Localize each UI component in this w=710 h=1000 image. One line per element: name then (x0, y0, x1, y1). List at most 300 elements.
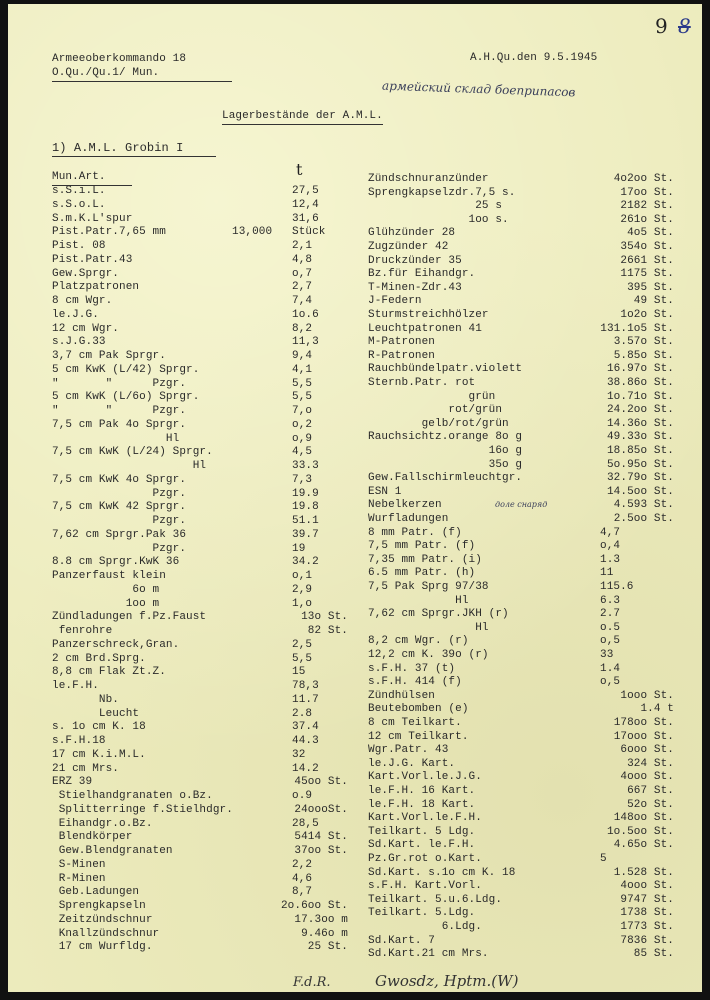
item-quantity: 18.85o St. (606, 445, 674, 457)
item-name: le.F.H. 16 Kart. (368, 785, 476, 797)
item-quantity: 33 (600, 649, 614, 661)
item-quantity: 354o St. (620, 241, 674, 253)
unit-heading: t (296, 160, 303, 179)
item-name: le.J.G. Kart. (368, 757, 456, 770)
item-quantity: 14.36o St. (606, 417, 674, 430)
item-quantity: o,9 (292, 432, 313, 445)
item-name: 7,62 cm Sprgr.JKH (r) (368, 608, 509, 621)
item-name: Sprengkapseln (52, 900, 146, 912)
item-quantity: o,2 (292, 418, 313, 431)
item-name: 7,35 mm Patr. (i) (368, 553, 482, 566)
item-name: R-Minen (52, 872, 106, 885)
item-quantity: 5,5 (292, 652, 313, 665)
item-quantity: 39.7 (292, 528, 319, 541)
item-quantity: 667 St. (627, 785, 674, 797)
item-name: Sprengkapselzdr.7,5 s. (368, 186, 516, 199)
item-quantity: 5414 St. (294, 831, 348, 844)
item-name: " " Pzgr. (52, 405, 187, 417)
handwritten-note: доле снаряд (495, 500, 548, 510)
item-name: 7,62 cm Sprgr.Pak 36 (52, 528, 187, 541)
item-quantity: 2.5oo St. (613, 513, 674, 525)
item-quantity: 1o.5oo St. (606, 825, 674, 838)
item-quantity: 12,4 (292, 198, 319, 211)
table-row (0, 391, 710, 405)
item-name: Blendkörper (52, 831, 133, 844)
item-name: Geb.Ladungen (52, 886, 140, 899)
item-quantity: 8,7 (292, 886, 313, 899)
item-quantity: 19 (292, 542, 306, 555)
item-name: 1oo s. (368, 213, 509, 226)
item-quantity: 2,2 (292, 858, 313, 871)
item-name: Zündhülsen (368, 689, 436, 702)
table-row (0, 350, 710, 364)
table-row (0, 418, 710, 432)
item-name: Panzerschreck,Gran. (52, 638, 180, 651)
item-quantity: 148oo St. (613, 812, 674, 825)
table-row (0, 771, 710, 785)
item-quantity: 4ooo St. (620, 771, 674, 784)
table-row (0, 717, 710, 731)
item-name: Gew.Sprgr. (52, 267, 120, 280)
item-name: Pzgr. (52, 515, 187, 527)
sender-line-2: O.Qu./Qu.1/ Mun. (52, 67, 232, 82)
table-row (0, 486, 710, 500)
item-quantity: 1ooo St. (620, 689, 674, 702)
item-name: 6o m (52, 583, 160, 596)
table-row (0, 323, 710, 337)
item-name: S.m.K.L'spur (52, 212, 133, 225)
item-quantity: 131.1o5 St. (600, 322, 674, 335)
item-name: grün (368, 390, 496, 403)
item-quantity: 11.7 (292, 693, 319, 706)
item-name: Hl (368, 621, 489, 634)
table-row (0, 499, 710, 513)
item-name: le.F.H. 18 Kart. (368, 798, 476, 811)
item-name: Wgr.Patr. 43 (368, 744, 449, 757)
table-row (0, 404, 710, 418)
item-quantity: 2,5 (292, 638, 313, 651)
item-quantity: 34.2 (292, 556, 319, 569)
item-name: Leucht (52, 707, 140, 720)
table-row (0, 540, 710, 554)
item-name: Kart.Vorl.le.F.H. (368, 812, 482, 825)
item-name: s.F.H. Kart.Vorl. (368, 880, 482, 893)
item-quantity: 82 St. (307, 625, 348, 637)
item-quantity: 4,7 (600, 526, 621, 539)
item-name: Pzgr. (52, 487, 187, 500)
item-name: 6.5 mm Patr. (h) (368, 567, 476, 580)
item-quantity: 19.9 (292, 487, 319, 500)
item-quantity: o,4 (600, 540, 621, 553)
item-quantity: 24oooSt. (294, 803, 348, 816)
table-row (0, 744, 710, 758)
item-name: Sd.Kart. s.1o cm K. 18 (368, 866, 516, 879)
item-name: Gew.Blendgranaten (52, 845, 173, 857)
item-name: 12,2 cm K. 39o (r) (368, 649, 489, 661)
item-quantity: 33.3 (292, 460, 319, 472)
item-quantity: 2182 St. (620, 200, 674, 213)
item-name: Nebelkerzen (368, 499, 442, 512)
item-name: Hl (368, 594, 469, 607)
table-row (0, 880, 710, 894)
table-row (0, 812, 710, 826)
item-name: Rauchbündelpatr.violett (368, 363, 523, 376)
item-name: Druckzünder 35 (368, 254, 462, 267)
item-quantity: 2.8 (292, 707, 313, 720)
item-quantity: 32.79o St. (606, 472, 674, 485)
table-row (0, 758, 710, 772)
item-name: 1oo m (52, 597, 160, 610)
item-name: gelb/rot/grün (368, 417, 509, 430)
sender-line-1: Armeeoberkommando 18 (52, 53, 187, 65)
item-quantity: 178oo St. (613, 717, 674, 729)
item-name: S-Minen (52, 858, 106, 871)
item-name: fenrohre (52, 625, 113, 637)
table-row (0, 907, 710, 921)
item-quantity: 19.8 (292, 501, 319, 514)
item-name: 7,5 cm KwK 42 Sprgr. (52, 501, 187, 514)
item-quantity: 5,5 (292, 391, 313, 404)
item-name: rot/grün (368, 404, 503, 417)
item-quantity: 1175 St. (620, 268, 674, 281)
item-quantity: 1.4 t (640, 703, 674, 716)
table-row (0, 200, 710, 214)
item-quantity: 17ooo St. (613, 730, 674, 743)
crossed-page-number: 8 (678, 14, 691, 38)
item-name: Pzgr. (52, 542, 187, 555)
item-quantity: 7,3 (292, 473, 313, 486)
item-name: Glühzünder 28 (368, 227, 456, 240)
item-name: 25 s (368, 200, 503, 213)
item-name: " " Pzgr. (52, 377, 187, 390)
item-name: T-Minen-Zdr.43 (368, 281, 462, 294)
item-quantity: 324 St. (627, 757, 674, 770)
item-name: 6.Ldg. (368, 921, 482, 933)
item-quantity: 1o.6 (292, 308, 319, 321)
item-name: J-Federn (368, 295, 422, 308)
item-quantity: 6ooo St. (620, 744, 674, 757)
item-quantity: 3.57o St. (613, 336, 674, 349)
item-quantity: 4o2oo St. (613, 173, 674, 185)
item-quantity: o.9 (292, 790, 313, 802)
table-row (0, 799, 710, 813)
item-name: s.S.o.L. (52, 198, 106, 211)
table-row (0, 309, 710, 323)
item-name: Wurfladungen (368, 513, 449, 525)
item-quantity: 9747 St. (620, 893, 674, 906)
item-name: s.S.i.L. (52, 185, 106, 197)
table-row (0, 227, 710, 241)
item-quantity: 7,o (292, 405, 313, 417)
table-row (0, 948, 710, 962)
item-name: 8,2 cm Wgr. (r) (368, 635, 469, 648)
item-quantity: 1773 St. (620, 921, 674, 933)
item-quantity: 49 St. (633, 295, 674, 308)
table-row (0, 527, 710, 541)
table-row (0, 595, 710, 609)
item-name: Sternb.Patr. rot (368, 377, 476, 389)
table-row (0, 826, 710, 840)
table-row (0, 935, 710, 949)
item-quantity: 5.85o St. (613, 349, 674, 362)
item-quantity: 2o.6oo St. (280, 900, 348, 912)
item-name: le.F.H. (52, 680, 99, 692)
item-name: Zugzünder 42 (368, 241, 449, 253)
item-name: ESN 1 (368, 485, 402, 498)
item-quantity: 1738 St. (620, 907, 674, 920)
item-quantity: 5,5 (292, 377, 313, 390)
item-quantity: 17.3oo m (294, 913, 348, 926)
item-name: Kart.Vorl.le.J.G. (368, 771, 482, 784)
item-quantity: 2,1 (292, 240, 313, 252)
table-row (0, 663, 710, 677)
item-quantity: 78,3 (292, 680, 319, 692)
item-quantity: 6.3 (600, 594, 621, 607)
fdr-note: F.d.R. (293, 975, 331, 990)
item-name: 8 cm Wgr. (52, 295, 113, 307)
item-quantity: o,7 (292, 267, 313, 280)
table-row (0, 839, 710, 853)
item-name: 17 cm Wurfldg. (52, 941, 153, 954)
item-name: 7,5 mm Patr. (f) (368, 540, 476, 553)
table-row (0, 363, 710, 377)
item-name: Teilkart. 5.u.6.Ldg. (368, 893, 503, 906)
item-name: Hl (52, 460, 207, 472)
table-row (0, 431, 710, 445)
item-quantity: 11,3 (292, 336, 319, 349)
item-name: 3,7 cm Pak Sprgr. (52, 350, 166, 362)
item-quantity: 4,5 (292, 446, 313, 459)
table-row (0, 622, 710, 636)
item-name: 21 cm Mrs. (52, 762, 120, 775)
item-quantity: 8,2 (292, 322, 313, 335)
place-date: A.H.Qu.den 9.5.1945 (470, 52, 598, 64)
item-quantity: 4,1 (292, 363, 313, 376)
table-row (0, 187, 710, 201)
item-name: Sd.Kart. le.F.H. (368, 839, 476, 852)
item-quantity: 1.4 (600, 662, 621, 675)
table-row (0, 282, 710, 296)
item-name: Nb. (52, 693, 120, 706)
item-quantity: 1,o (292, 597, 313, 610)
item-quantity: o,5 (600, 635, 621, 648)
item-quantity: 14.5oo St. (606, 485, 674, 498)
item-name: Pist. 08 (52, 240, 106, 252)
item-name: s.F.H. 37 (t) (368, 662, 456, 675)
item-quantity: 2661 St. (620, 254, 674, 267)
table-row (0, 295, 710, 309)
table-row (0, 635, 710, 649)
item-name: Teilkart. 5 Ldg. (368, 825, 476, 838)
item-name: 7,5 Pak Sprg 97/38 (368, 581, 489, 593)
item-name: Zündschnuranzünder (368, 173, 489, 185)
item-name: Pist.Patr.43 (52, 253, 133, 266)
table-row (0, 255, 710, 269)
item-name: Panzerfaust klein (52, 570, 166, 582)
item-name: 16o g (368, 445, 523, 457)
item-name: M-Patronen (368, 336, 436, 349)
item-name: R-Patronen (368, 349, 436, 362)
item-name: Eihandgr.o.Bz. (52, 817, 153, 830)
item-quantity: 9,4 (292, 350, 313, 362)
table-row (0, 649, 710, 663)
item-name: 7,5 cm Pak 4o Sprgr. (52, 418, 187, 431)
table-row (0, 608, 710, 622)
table-row (0, 703, 710, 717)
table-row (0, 336, 710, 350)
table-row (0, 377, 710, 391)
item-name: Sd.Kart.21 cm Mrs. (368, 948, 489, 961)
item-quantity: 4.65o St. (613, 839, 674, 852)
item-name: 8,8 cm Flak Zt.Z. (52, 666, 166, 679)
item-name: 5 cm KwK (L/42) Sprgr. (52, 363, 200, 376)
item-quantity: 24.2oo St. (606, 404, 674, 417)
table-row (0, 785, 710, 799)
table-row (0, 921, 710, 935)
item-quantity: 27,5 (292, 185, 319, 197)
item-name: Zündladungen f.Pz.Faust (52, 611, 207, 624)
item-mid-value: 13,000 (232, 226, 273, 239)
item-quantity: 395 St. (627, 281, 674, 294)
item-quantity: 115.6 (600, 581, 634, 593)
table-row (0, 459, 710, 473)
item-name: Splitterringe f.Stielhdgr. (52, 803, 233, 816)
item-quantity: 25 St. (307, 941, 348, 954)
item-name: 12 cm Wgr. (52, 322, 120, 335)
item-quantity: 1o2o St. (620, 309, 674, 321)
item-name: Beutebomben (e) (368, 703, 469, 716)
table-row (0, 445, 710, 459)
item-quantity: o,1 (292, 570, 313, 582)
item-name: Stielhandgranaten o.Bz. (52, 790, 213, 802)
item-name: s. 1o cm K. 18 (52, 721, 146, 734)
item-name: Rauchsichtz.orange 8o g (368, 431, 523, 444)
item-quantity: 38.86o St. (606, 377, 674, 389)
item-name: 8.8 cm Sprgr.KwK 36 (52, 556, 180, 569)
item-quantity: 45oo St. (294, 776, 348, 789)
item-name: s.F.H.18 (52, 735, 106, 747)
item-quantity: 1.3 (600, 553, 621, 566)
item-quantity: 4,8 (292, 253, 313, 266)
item-name: Leuchtpatronen 41 (368, 322, 482, 335)
item-quantity: 32 (292, 748, 306, 761)
item-name: s.F.H. 414 (f) (368, 676, 462, 689)
item-name: 7,5 cm KwK 4o Sprgr. (52, 473, 187, 486)
item-quantity: 31,6 (292, 212, 319, 225)
table-row (0, 690, 710, 704)
table-row (0, 567, 710, 581)
item-quantity: 4.593 St. (613, 499, 674, 512)
item-quantity: 4o5 St. (627, 227, 674, 240)
item-name: 8 cm Teilkart. (368, 717, 462, 729)
item-name: Gew.Fallschirmleuchtgr. (368, 472, 523, 485)
item-quantity: 14.2 (292, 762, 319, 775)
item-quantity: 85 St. (633, 948, 674, 961)
table-row (0, 513, 710, 527)
signature: Gwosdz, Hptm.(W) (375, 972, 519, 990)
item-quantity: 15 (292, 666, 306, 679)
item-name: 35o g (368, 458, 523, 471)
item-quantity: 5 (600, 853, 607, 865)
item-name: 7,5 cm KwK (L/24) Sprgr. (52, 446, 213, 459)
item-quantity: 13o St. (301, 611, 348, 624)
item-quantity: 1o.71o St. (606, 390, 674, 403)
item-quantity: o.5 (600, 621, 621, 634)
item-name: 8 mm Patr. (f) (368, 526, 462, 539)
table-row (0, 853, 710, 867)
item-quantity: 261o St. (620, 213, 674, 226)
table-row (0, 581, 710, 595)
item-name: Pz.Gr.rot o.Kart. (368, 853, 482, 865)
item-quantity: 2.7 (600, 608, 621, 621)
item-quantity: 28,5 (292, 817, 319, 830)
table-row (0, 554, 710, 568)
item-quantity: 51.1 (292, 515, 319, 527)
item-name: le.J.G. (52, 308, 99, 321)
table-row (0, 676, 710, 690)
item-name: Teilkart. 5.Ldg. (368, 907, 476, 920)
item-quantity: o,5 (600, 676, 621, 689)
item-quantity: 7836 St. (620, 934, 674, 947)
item-name: Hl (52, 432, 180, 445)
section-heading: 1) A.M.L. Grobin I (52, 142, 216, 157)
item-quantity: 37.4 (292, 721, 319, 734)
item-quantity: 52o St. (627, 798, 674, 811)
item-name: s.J.G.33 (52, 336, 106, 349)
table-row (0, 241, 710, 255)
item-name: Sturmstreichhölzer (368, 309, 489, 321)
page-number: 9 (655, 14, 668, 38)
table-row (0, 894, 710, 908)
item-quantity: 5o.95o St. (606, 458, 674, 471)
item-quantity: 1.528 St. (613, 866, 674, 879)
item-name: Pist.Patr.7,65 mm (52, 226, 166, 239)
item-name: Knallzündschnur (52, 927, 160, 940)
item-quantity: 4ooo St. (620, 880, 674, 893)
document-title: Lagerbestände der A.M.L. (222, 110, 383, 125)
item-quantity: 9.46o m (301, 927, 348, 940)
item-name: Sd.Kart. 7 (368, 934, 436, 947)
item-name: 12 cm Teilkart. (368, 730, 469, 743)
item-quantity: Stück (292, 226, 326, 239)
table-row (0, 214, 710, 228)
item-name: Platzpatronen (52, 281, 140, 294)
item-name: 2 cm Brd.Sprg. (52, 652, 146, 665)
table-row (0, 472, 710, 486)
table-row (0, 173, 710, 187)
item-name: 17 cm K.i.M.L. (52, 748, 146, 761)
item-name: Zeitzündschnur (52, 913, 153, 926)
item-quantity: 44.3 (292, 735, 319, 747)
item-quantity: 17oo St. (620, 186, 674, 199)
russian-handwritten-note: армейский склад боеприпасов (381, 78, 576, 100)
item-quantity: 16.97o St. (606, 363, 674, 376)
item-quantity: 2,7 (292, 281, 313, 294)
table-row (0, 731, 710, 745)
item-quantity: 2,9 (292, 583, 313, 596)
item-quantity: 49.33o St. (606, 431, 674, 444)
item-quantity: 4,6 (292, 872, 313, 885)
item-name: Bz.für Eihandgr. (368, 268, 476, 281)
item-quantity: 7,4 (292, 295, 313, 307)
item-name: 5 cm KwK (L/6o) Sprgr. (52, 391, 200, 404)
item-quantity: 11 (600, 567, 614, 580)
item-name: ERZ 39 (52, 776, 93, 789)
table-row (0, 867, 710, 881)
column-heading-mun-art: Mun.Art. (52, 171, 132, 186)
item-quantity: 37oo St. (294, 845, 348, 857)
table-row (0, 268, 710, 282)
